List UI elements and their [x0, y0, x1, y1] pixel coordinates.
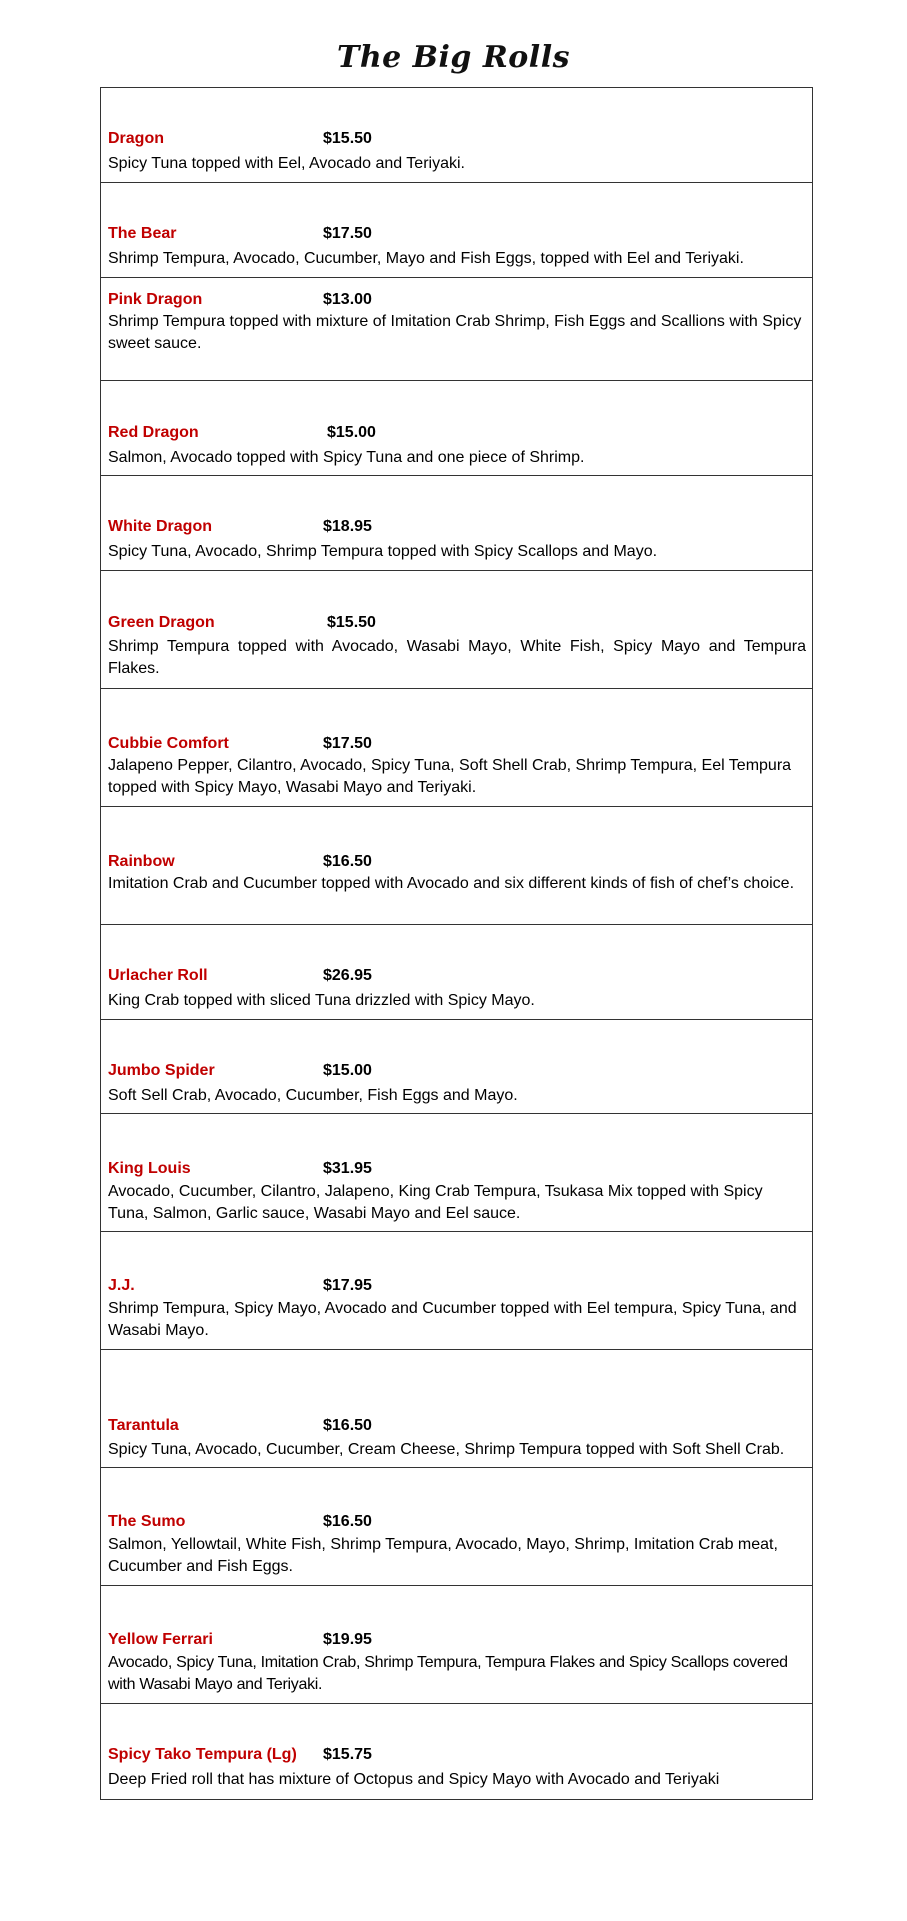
item-name: Jumbo Spider [108, 1062, 215, 1079]
item-description: Soft Sell Crab, Avocado, Cucumber, Fish Eggs and Mayo. [108, 1087, 518, 1104]
item-description: Shrimp Tempura topped with Avocado, Wasabi Mayo, White Fish, Spicy Mayo and Tempura Flakes. [108, 638, 806, 677]
menu-item [101, 183, 812, 278]
item-name: White Dragon [108, 518, 212, 535]
item-price: $15.00 [327, 424, 376, 441]
item-price: $15.50 [327, 614, 376, 631]
menu-item [101, 571, 812, 689]
item-price: $16.50 [323, 1417, 372, 1434]
item-price: $15.75 [323, 1746, 372, 1763]
item-price: $26.95 [323, 967, 372, 984]
item-description: Spicy Tuna, Avocado, Cucumber, Cream Cheese, Shrimp Tempura topped with Soft Shell Crab. [108, 1441, 785, 1458]
item-price: $13.00 [323, 291, 372, 308]
menu-item [101, 88, 812, 183]
item-price: $16.50 [323, 853, 372, 870]
item-description: Spicy Tuna topped with Eel, Avocado and Teriyaki. [108, 155, 465, 172]
item-description: Avocado, Cucumber, Cilantro, Jalapeno, King Crab Tempura, Tsukasa Mix topped with Spicy Tuna, Salmon, Garlic sauce, Wasabi Mayo and Eel sauce. [108, 1183, 763, 1222]
menu-item [101, 1468, 812, 1586]
item-description: Shrimp Tempura, Avocado, Cucumber, Mayo and Fish Eggs, topped with Eel and Teriyaki. [108, 250, 744, 267]
item-name: Urlacher Roll [108, 967, 208, 984]
item-price: $15.00 [323, 1062, 372, 1079]
item-price: $19.95 [323, 1631, 372, 1648]
item-price: $17.50 [323, 735, 372, 752]
item-name: Spicy Tako Tempura (Lg) [108, 1746, 297, 1763]
menu-item [101, 1350, 812, 1468]
item-name: The Sumo [108, 1513, 186, 1530]
item-name: Yellow Ferrari [108, 1631, 213, 1648]
item-name: The Bear [108, 225, 177, 242]
item-name: Rainbow [108, 853, 175, 870]
item-description: Salmon, Avocado topped with Spicy Tuna and one piece of Shrimp. [108, 449, 585, 466]
item-description: Avocado, Spicy Tuna, Imitation Crab, Shrimp Tempura, Tempura Flakes and Spicy Scallops covered with Wasabi Mayo and Teriyaki. [108, 1654, 788, 1693]
menu-item [101, 689, 812, 807]
item-price: $31.95 [323, 1160, 372, 1177]
item-price: $16.50 [323, 1513, 372, 1530]
item-description: Deep Fried roll that has mixture of Octopus and Spicy Mayo with Avocado and Teriyaki [108, 1771, 720, 1788]
item-description: Spicy Tuna, Avocado, Shrimp Tempura topped with Spicy Scallops and Mayo. [108, 543, 658, 560]
item-name: Tarantula [108, 1417, 179, 1434]
menu-item [101, 1704, 812, 1799]
item-name: J.J. [108, 1277, 135, 1294]
item-name: Red Dragon [108, 424, 199, 441]
menu-item [101, 278, 812, 381]
item-description: Shrimp Tempura, Spicy Mayo, Avocado and Cucumber topped with Eel tempura, Spicy Tuna, and Wasabi Mayo. [108, 1300, 797, 1339]
item-name: Cubbie Comfort [108, 735, 229, 752]
item-description: Shrimp Tempura topped with mixture of Imitation Crab Shrimp, Fish Eggs and Scallions with Spicy sweet sauce. [108, 313, 802, 352]
item-description: Salmon, Yellowtail, White Fish, Shrimp Tempura, Avocado, Mayo, Shrimp, Imitation Crab meat, Cucumber and Fish Eggs. [108, 1536, 778, 1575]
item-name: Green Dragon [108, 614, 215, 631]
item-price: $17.95 [323, 1277, 372, 1294]
item-name: Pink Dragon [108, 291, 203, 308]
item-name: Dragon [108, 130, 164, 147]
item-description: Jalapeno Pepper, Cilantro, Avocado, Spicy Tuna, Soft Shell Crab, Shrimp Tempura, Eel Tempura topped with Spicy Mayo, Wasabi Mayo and Teriyaki. [108, 757, 792, 796]
menu-item [101, 1114, 812, 1232]
menu-item [101, 925, 812, 1020]
item-name: King Louis [108, 1160, 191, 1177]
item-price: $15.50 [323, 130, 372, 147]
menu-item [101, 807, 812, 925]
menu-item [101, 1232, 812, 1350]
menu-title: The Big Rolls [337, 40, 570, 75]
item-description: King Crab topped with sliced Tuna drizzled with Spicy Mayo. [108, 992, 535, 1009]
menu-item [101, 381, 812, 476]
menu-table [100, 87, 813, 1800]
menu-item [101, 1586, 812, 1704]
item-description: Imitation Crab and Cucumber topped with Avocado and six different kinds of fish of chef’s choice. [108, 875, 795, 892]
item-price: $18.95 [323, 518, 372, 535]
menu-item [101, 476, 812, 571]
item-price: $17.50 [323, 225, 372, 242]
menu-item [101, 1020, 812, 1114]
